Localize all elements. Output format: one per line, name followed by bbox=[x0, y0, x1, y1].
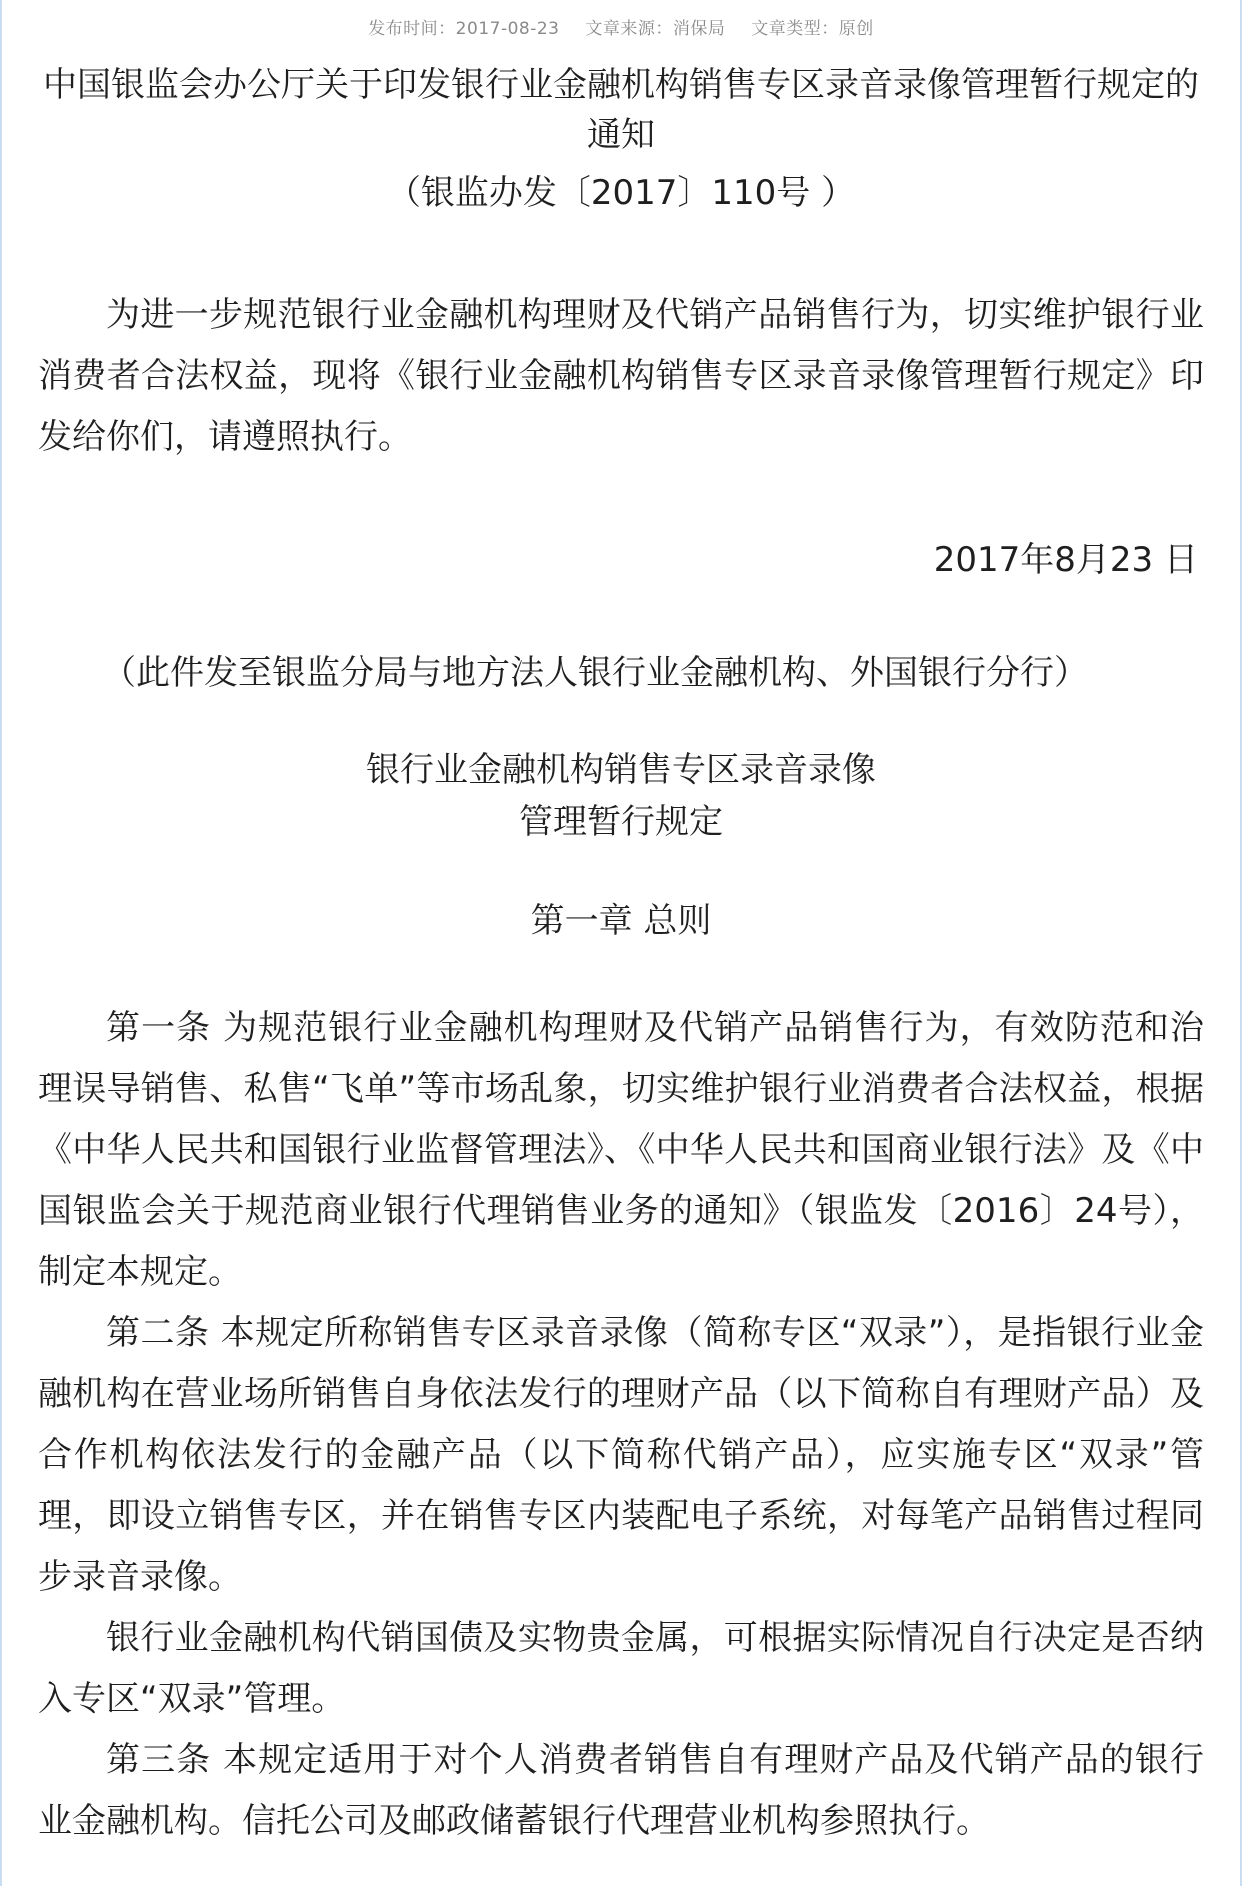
article-meta-bar bbox=[2, 14, 1240, 39]
rules-title-line-1: 银行业金融机构销售专区录音录像 bbox=[366, 750, 876, 790]
intro-paragraph: 为进一步规范银行业金融机构理财及代销产品销售行为，切实维护银行业消费者合法权益，现将《银行业金融机构销售专区录音录像管理暂行规定》印发给你们，请遵照执行。 bbox=[38, 295, 1204, 457]
article-type: 文章类型：原创 bbox=[751, 19, 874, 39]
distribution-note: （此件发至银监分局与地方法人银行业金融机构、外国银行分行） bbox=[102, 653, 1088, 693]
notice-title bbox=[42, 60, 1200, 218]
chapter-heading: 第一章 总则 bbox=[530, 901, 712, 941]
document-number: （银监办发〔2017〕110号 ） bbox=[386, 173, 856, 213]
article-2: 第二条 本规定所称销售专区录音录像（简称专区“双录”），是指银行业金融机构在营业场所销售自身依法发行的理财产品（以下简称自有理财产品）及合作机构依法发行的金融产品（以下简称代销产品），应实施专区“双录”管理，即设立销售专区，并在销售专区内装配电子系统，对每笔产品销售过程同步录音录像。 bbox=[38, 1313, 1204, 1597]
rules-title bbox=[2, 744, 1240, 848]
publish-time: 发布时间：2017-08-23 bbox=[368, 19, 560, 39]
article-source: 文章来源：消保局 bbox=[585, 19, 726, 39]
article-1: 第一条 为规范银行业金融机构理财及代销产品销售行为，有效防范和治理误导销售、私售“飞单”等市场乱象，切实维护银行业消费者合法权益，根据《中华人民共和国银行业监督管理法》、《中华人民共和国商业银行法》及《中国银监会关于规范商业银行代理销售业务的通知》（银监发〔2016〕24号），制定本规定。 bbox=[38, 1008, 1204, 1292]
notice-title-text: 中国银监会办公厅关于印发银行业金融机构销售专区录音录像管理暂行规定的通知 bbox=[43, 65, 1199, 155]
rules-title-line-2: 管理暂行规定 bbox=[519, 802, 723, 842]
article-3: 第三条 本规定适用于对个人消费者销售自有理财产品及代销产品的银行业金融机构。信托公司及邮政储蓄银行代理营业机构参照执行。 bbox=[38, 1740, 1204, 1841]
issue-date: 2017年8月23 日 bbox=[933, 540, 1198, 580]
article-2-supplement: 银行业金融机构代销国债及实物贵金属，可根据实际情况自行决定是否纳入专区“双录”管理。 bbox=[38, 1618, 1204, 1719]
